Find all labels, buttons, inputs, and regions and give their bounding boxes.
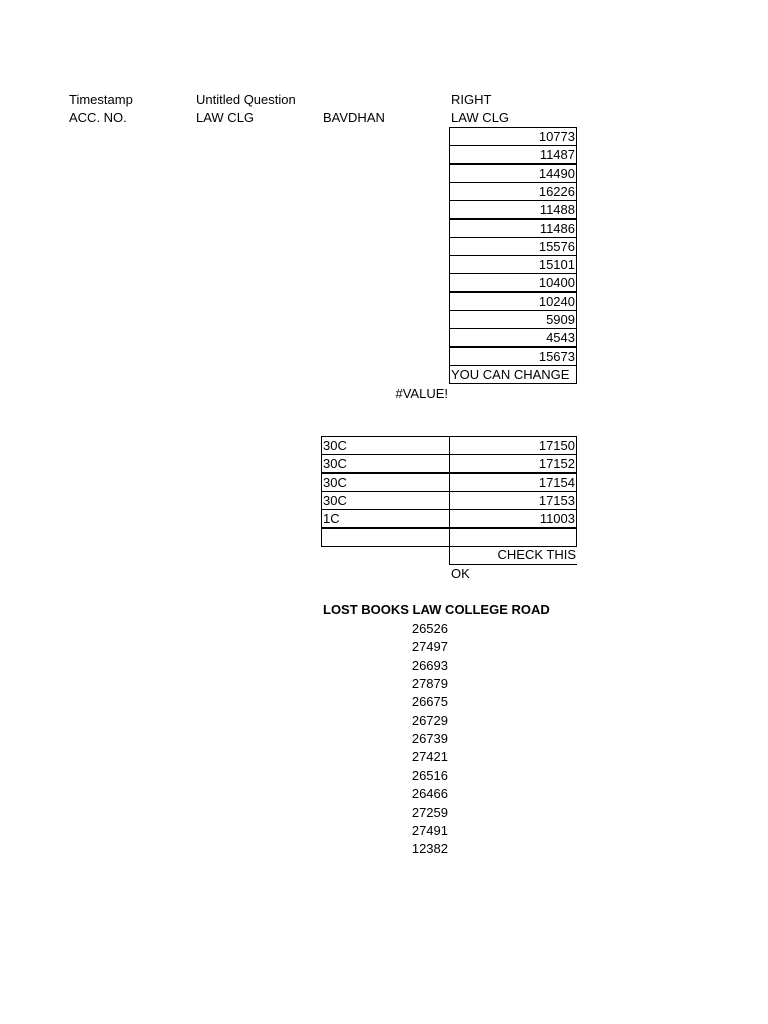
header-law-clg-right: LAW CLG: [451, 110, 510, 125]
header-right: RIGHT: [451, 92, 492, 107]
header-bavdhan: BAVDHAN: [323, 110, 385, 125]
right-column-value: 11487: [449, 145, 577, 164]
lost-book-number: 27497: [411, 639, 448, 655]
right-column-value: 14490: [449, 164, 577, 183]
header-law-clg: LAW CLG: [196, 110, 255, 125]
lost-book-number: 26739: [411, 731, 448, 747]
lost-book-number: 27879: [411, 676, 448, 692]
right-column-value: 15101: [449, 255, 577, 274]
lookup-code-cell: 30C: [321, 436, 450, 455]
lookup-value-cell: [449, 528, 577, 547]
lookup-value-cell: 17154: [449, 473, 577, 492]
lost-book-number: 27259: [411, 804, 448, 820]
lookup-value-cell: 17152: [449, 454, 577, 473]
lost-book-number: 26675: [411, 694, 448, 710]
lost-book-number: 26729: [411, 712, 448, 728]
header-acc-no: ACC. NO.: [69, 110, 127, 125]
header-untitled-question: Untitled Question: [196, 92, 296, 107]
right-column-value: 11486: [449, 219, 577, 238]
lookup-code-cell: [321, 528, 450, 547]
status-ok: OK: [451, 566, 470, 581]
lookup-value-cell: 17153: [449, 491, 577, 510]
right-column-value: 15673: [449, 347, 577, 366]
lost-books-title: LOST BOOKS LAW COLLEGE ROAD: [323, 602, 550, 617]
right-column-note: YOU CAN CHANGE: [449, 365, 577, 384]
right-column-value: 15576: [449, 237, 577, 256]
lost-book-number: 26526: [411, 621, 448, 636]
right-column-value: 10400: [449, 273, 577, 292]
right-column-value: 4543: [449, 328, 577, 347]
right-column-value: 10773: [449, 127, 577, 146]
error-cell: #VALUE!: [395, 386, 448, 401]
lost-book-number: 12382: [411, 841, 448, 857]
lost-book-number: 26693: [411, 657, 448, 673]
lookup-value-cell: 11003: [449, 509, 577, 528]
lookup-code-cell: 1C: [321, 509, 450, 528]
lookup-code-cell: 30C: [321, 491, 450, 510]
header-timestamp: Timestamp: [69, 92, 133, 107]
right-column-value: 11488: [449, 200, 577, 219]
lost-book-number: 26516: [411, 767, 448, 783]
lost-book-number: 27421: [411, 749, 448, 765]
check-this-cell: CHECK THIS: [449, 546, 577, 565]
lookup-code-cell: 30C: [321, 473, 450, 492]
lost-book-number: 26466: [411, 786, 448, 802]
right-column-value: 16226: [449, 182, 577, 201]
lookup-value-cell: 17150: [449, 436, 577, 455]
lost-book-number: 27491: [411, 822, 448, 838]
lookup-code-cell: 30C: [321, 454, 450, 473]
right-column-value: 10240: [449, 292, 577, 311]
right-column-value: 5909: [449, 310, 577, 329]
